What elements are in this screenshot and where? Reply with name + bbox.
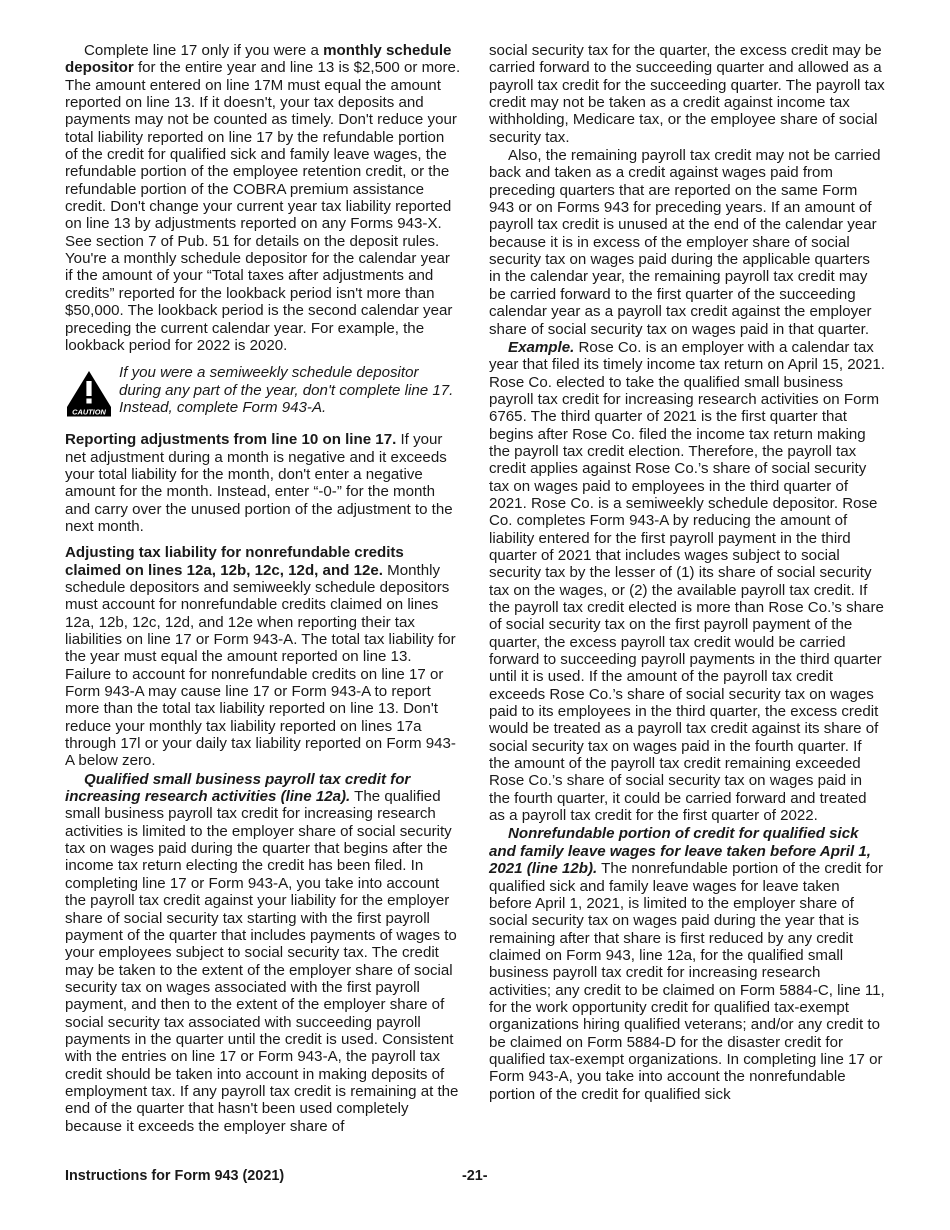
paragraph-reporting-adjustments: Reporting adjustments from line 10 on line 17. If your net adjustment during a month is negative and it exceeds your total liability for the month, don't enter a negative amount for the month. Instead, enter “-0-” for the month and carry over the unused portion of the adjustment to the next month. <box>65 431 453 535</box>
caution-text: If you were a semiweekly schedule depositor during any part of the year, don't complete line 17. Instead, complete Form 943-A. <box>119 364 454 416</box>
paragraph-excess-credit: social security tax for the quarter, the excess credit may be carried forward to the succeeding quarter and allowed as a payroll tax credit for the succeeding quarter. The payroll tax credit may not be taken as a credit against income tax withholding, Medicare tax, or the employee share of social security tax. <box>489 42 885 146</box>
heading-sick-leave-credit: Nonrefundable portion of credit for qualified sick and family leave wages for leave taken before April 1, 2021 (line 12b). <box>489 825 871 878</box>
paragraph-example: Example. Rose Co. is an employer with a calendar tax year that filed its timely income tax return on April 15, 2021. Rose Co. elected to take the qualified small business payroll tax credit for increasing research activities on Form 6765. The third quarter of 2021 is the first quarter that begins after Rose Co. filed the income tax return making the payroll tax credit election. Therefore, the payroll tax credit applies against Rose Co.’s share of social security tax on wages paid to employees in the third quarter of 2021. Rose Co. is a semiweekly schedule depositor. Rose Co. completes Form 943-A by reducing the amount of liability entered for the first payroll payment in the third quarter of 2021 that includes wages subject to social security tax by the lesser of (1) its share of social security tax on the wages, or (2) the available payroll tax credit. If the payroll tax credit elected is more than Rose Co.’s share of social security tax on the first payroll payment of the quarter, the excess payroll tax credit would be carried forward to succeeding payroll payments in the third quarter until it is used. If the amount of the payroll tax credit exceeds Rose Co.’s share of social security tax on wages paid to its employees in the third quarter, the excess credit would be treated as a payroll tax credit against its share of social security tax on wages paid in the fourth quarter. If the amount of the payroll tax credit remaining exceeded Rose Co.’s share of social security tax on wages paid in the fourth quarter, it could be carried forward and treated as a payroll tax credit for the first quarter of 2022. <box>489 338 885 825</box>
footer-document-title: Instructions for Form 943 (2021) <box>65 1168 285 1184</box>
heading-reporting-adjustments: Reporting adjustments from line 10 on line 17. <box>65 431 397 449</box>
page-number: -21- <box>462 1168 488 1184</box>
paragraph-research-credit: Qualified small business payroll tax credit for increasing research activities (line 12a). The qualified small business payroll tax credit for increasing research activities is limited to the employer share of social security tax on wages paid during the quarter that begins after the income tax return electing the credit has been filed. In completing line 17 or Form 943-A, you take into account the payroll tax credit against your liability for the employer share of social security tax starting with the first payroll payment of the quarter that includes payments of wages to your employees subject to social security tax. The credit may be taken to the extent of the employer share of social security tax on wages associated with the first payroll payment, and then to the extent of the employer share of social security tax associated with succeeding payroll payments in the quarter until the credit is used. Consistent with the entries on line 17 or Form 943-A, the payroll tax credit should be taken into account in making deposits of employment tax. If any payroll tax credit is remaining at the end of the quarter that hasn't been used completely because it exceeds the employer share of <box>65 770 459 1135</box>
paragraph-adjusting-liability: Adjusting tax liability for nonrefundable credits claimed on lines 12a, 12b, 12c, 12d, and 12e. Monthly schedule depositors and semiweekly schedule depositors must account for nonrefundable credits claimed on lines 12a, 12b, 12c, 12d, and 12e when reporting their tax liabilities on line 17 or Form 943-A. The total tax liability for the year must equal the amount reported on line 13. Failure to account for nonrefundable credits on line 17 or Form 943-A may cause line 17 or Form 943-A to report more than the total tax liability reported on line 13. Don't reduce your monthly tax liability reported on lines 17a through 17l or your daily tax liability reported on Form 943-A below zero. <box>65 544 456 770</box>
caution-label: CAUTION <box>72 407 106 417</box>
heading-adjusting-liability: Adjusting tax liability for nonrefundable credits claimed on lines 12a, 12b, 12c, 12d, and 12e. <box>65 544 404 579</box>
left-column <box>65 42 461 1144</box>
heading-research-credit: Qualified small business payroll tax credit for increasing research activities (line 12a). <box>65 770 411 806</box>
paragraph-remaining-credit: Also, the remaining payroll tax credit may not be carried back and taken as a credit against wages paid from preceding quarters that are reported on the same Form 943 or on Forms 943 for preceding years. If an amount of payroll tax credit is unused at the end of the calendar year because it is in excess of the employer share of social security tax on wages paid during the applicable quarters in the calendar year, the remaining payroll tax credit may be carried forward to the first quarter of the succeeding calendar year as a payroll tax credit against the employer share of social security tax on wages paid in that quarter. <box>489 147 881 338</box>
page-footer <box>65 1168 885 1188</box>
caution-note <box>65 364 461 416</box>
paragraph-sick-leave-credit: Nonrefundable portion of credit for qualified sick and family leave wages for leave taken before April 1, 2021 (line 12b). The nonrefundable portion of the credit for qualified sick and family leave wages for leave taken before April 1, 2021, is limited to the employer share of social security tax on wages paid during the year that is remaining after that share is first reduced by any credit claimed on Form 943, line 12a, for the qualified small business payroll tax credit for increasing research activities; any credit to be claimed on Form 5884-C, line 11, for the work opportunity credit for qualified tax-exempt organizations hiring qualified veterans; and/or any credit to be claimed on Form 5884-D for the disaster credit for qualified tax-exempt organizations. In completing line 17 or Form 943-A, you take into account the nonrefundable portion of the credit for qualified sick <box>489 825 885 1103</box>
heading-example: Example. <box>508 338 575 356</box>
caution-icon <box>65 369 113 417</box>
right-column <box>489 42 885 1112</box>
paragraph-monthly-schedule: Complete line 17 only if you were a monthly schedule depositor for the entire year and line 13 is $2,500 or more. The amount entered on line 17M must equal the amount reported on line 13. If it doesn't, your tax deposits and payments may not be counted as timely. Don't reduce your total liability reported on line 17 by the refundable portion of the credit for qualified sick and family leave wages, the refundable portion of the employee retention credit, or the refundable portion of the COBRA premium assistance credit. Don't change your current year tax liability reported on line 13 by adjustments reported on any Forms 943-X. See section 7 of Pub. 51 for details on the deposit rules. You're a monthly schedule depositor for the calendar year if the amount of your “Total taxes after adjustments and credits” reported for the lookback period isn't more than $50,000. The lookback period is the second calendar year preceding the current calendar year. For example, the lookback period for 2022 is 2020. <box>65 42 461 354</box>
